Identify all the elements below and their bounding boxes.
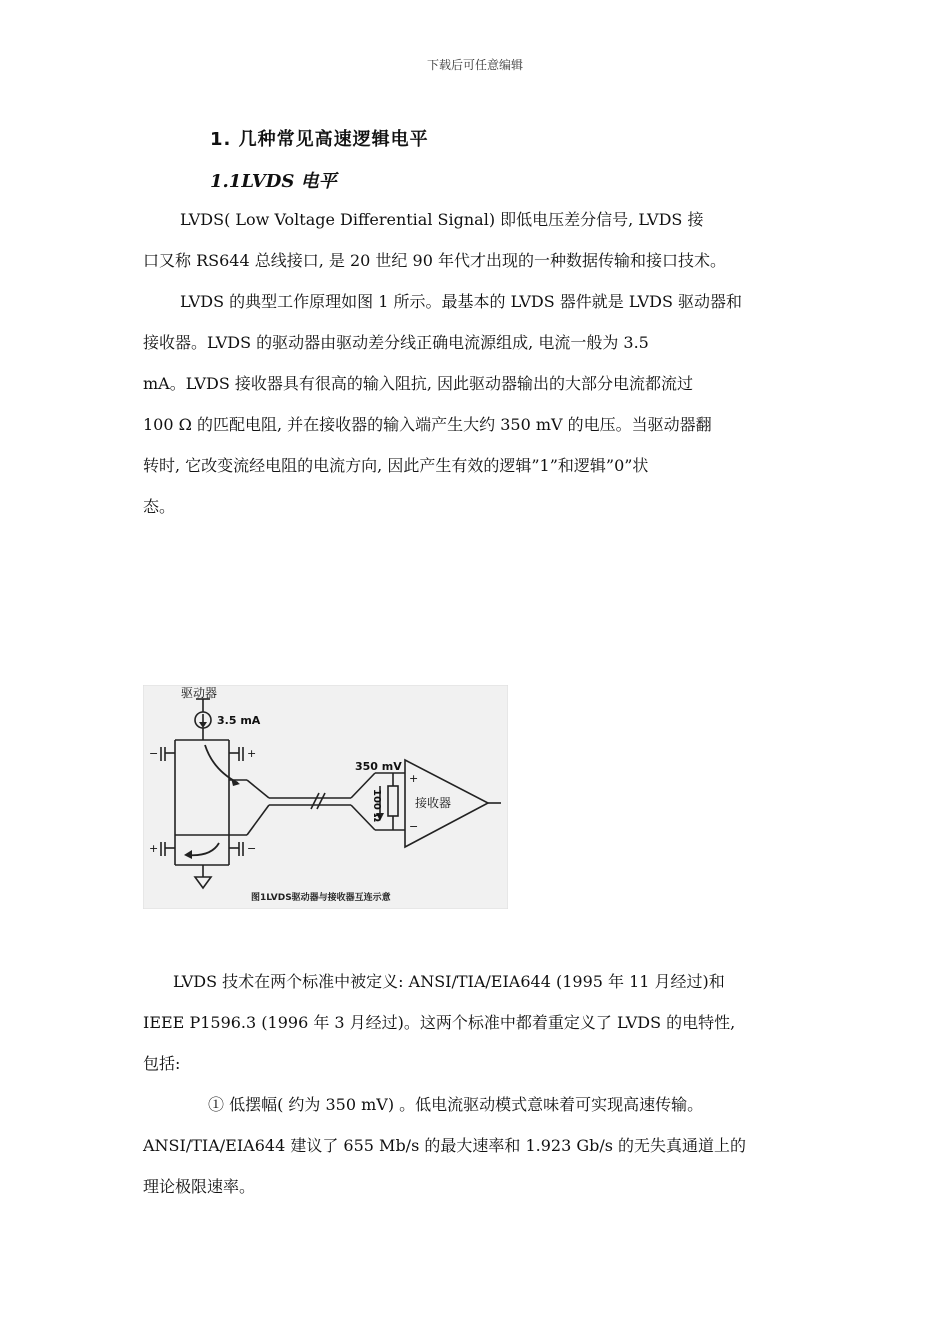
driver-left-top-sign: − [149,747,159,760]
voltage-label: 350 mV [355,760,402,773]
paragraph-line: 接收器。LVDS 的驱动器由驱动差分线正确电流源组成, 电流一般为 3.5 [143,333,649,352]
paragraph-line: ANSI/TIA/EIA644 建议了 655 Mb/s 的最大速率和 1.923 Gb/s 的无失真通道上的 [143,1136,747,1155]
lvds-diagram-figure [143,685,508,909]
paragraph-line: 口又称 RS644 总线接口, 是 20 世纪 90 年代才出现的一种数据传输和接口技术。 [143,251,726,270]
paragraph-line: 转时, 它改变流经电阻的电流方向, 因此产生有效的逻辑”1”和逻辑”0”状 [143,456,649,475]
driver-left-bottom-sign: + [149,842,159,855]
paragraph-line: LVDS 技术在两个标准中被定义: ANSI/TIA/EIA644 (1995 年 11 月经过)和 [173,972,725,991]
paragraph-line: ① 低摆幅( 约为 350 mV) 。低电流驱动模式意味着可实现高速传输。 [208,1095,704,1114]
paragraph-line: LVDS( Low Voltage Differential Signal) 即低电压差分信号, LVDS 接 [180,210,704,229]
section-heading: 1. 几种常见高速逻辑电平 [210,129,429,150]
driver-right-bottom-sign: − [247,842,257,855]
driver-right-top-sign: + [247,747,257,760]
paragraph-line: 态。 [143,497,176,516]
paragraph-line: mA。LVDS 接收器具有很高的输入阻抗, 因此驱动器输出的大部分电流都流过 [143,374,694,393]
receiver-plus-sign: + [409,772,419,785]
receiver-minus-sign: − [409,820,419,833]
resistor-icon [388,786,398,816]
driver-label: 驱动器 [181,686,218,700]
paragraph-line: LVDS 的典型工作原理如图 1 所示。最基本的 LVDS 器件就是 LVDS 驱动器和 [180,292,742,311]
paragraph-line: 包括: [143,1054,181,1073]
figure-caption: 图1LVDS驱动器与接收器互连示意 [251,893,391,903]
paragraph-line: 100 Ω 的匹配电阻, 并在接收器的输入端产生大约 350 mV 的电压。当驱动器翻 [143,415,712,434]
resistor-label: 100 Ω [371,789,382,822]
paragraph-line: 理论极限速率。 [143,1177,256,1196]
receiver-label: 接收器 [415,796,452,810]
subsection-heading: 1.1LVDS 电平 [210,171,337,192]
current-label: 3.5 mA [217,714,261,727]
page-header-note: 下载后可任意编辑 [426,58,523,72]
paragraph-line: IEEE P1596.3 (1996 年 3 月经过)。这两个标准中都着重定义了 LVDS 的电特性, [143,1013,736,1032]
figure-background [143,685,508,909]
lvds-diagram [143,685,508,909]
